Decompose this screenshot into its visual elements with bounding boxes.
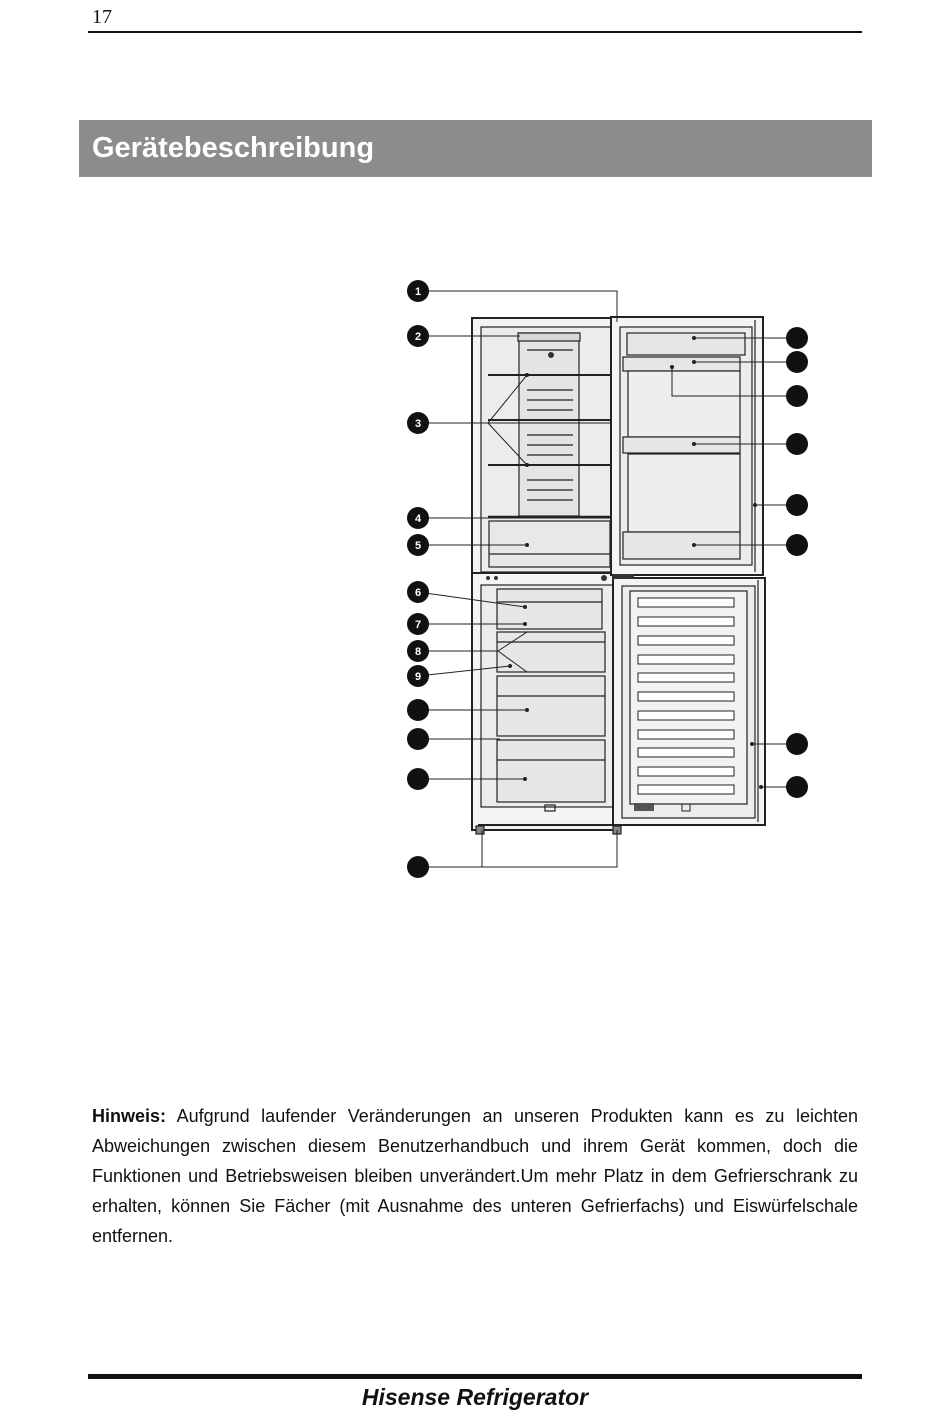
callout-label: 9 <box>414 671 422 683</box>
callout-label: 6 <box>414 587 422 599</box>
section-title: Gerätebeschreibung <box>92 132 375 164</box>
callout-blank <box>786 433 808 455</box>
note-label: Hinweis: <box>92 1106 167 1126</box>
footer-rule <box>88 1374 862 1379</box>
page-number: 17 <box>92 6 112 28</box>
callout-label: 7 <box>414 619 422 631</box>
callout-label: 4 <box>414 513 422 525</box>
callout-blank <box>407 856 429 878</box>
callout-label: 8 <box>414 646 422 658</box>
callout-blank <box>786 327 808 349</box>
callout-label: 5 <box>414 540 422 552</box>
callout-blank <box>407 728 429 750</box>
callout-blank <box>786 776 808 798</box>
callout-blank <box>786 351 808 373</box>
note-paragraph <box>92 1101 858 1251</box>
callout-label: 1 <box>414 286 422 298</box>
callout-label: 3 <box>414 418 422 430</box>
callout-label: 2 <box>414 331 422 343</box>
callout-blank <box>786 534 808 556</box>
callout-blank <box>407 699 429 721</box>
footer-brand: Hisense Refrigerator <box>361 1384 589 1410</box>
callout-blank <box>786 733 808 755</box>
callout-blank <box>786 494 808 516</box>
note-text: Aufgrund laufender Veränderungen an unseren Produkten kann es zu leichten Abweichungen zwischen diesem Benutzerhandbuch und ihrem Gerät kommen, doch die Funktionen und Betriebsweisen bleiben unverändert.Um mehr Platz in dem Gefrierschrank zu erhalten, können Sie Fächer (mit Ausnahme des unteren Gefrierfachs) und Eiswürfelschale entfernen. <box>92 1106 858 1246</box>
callout-blank <box>407 768 429 790</box>
callout-blank <box>786 385 808 407</box>
